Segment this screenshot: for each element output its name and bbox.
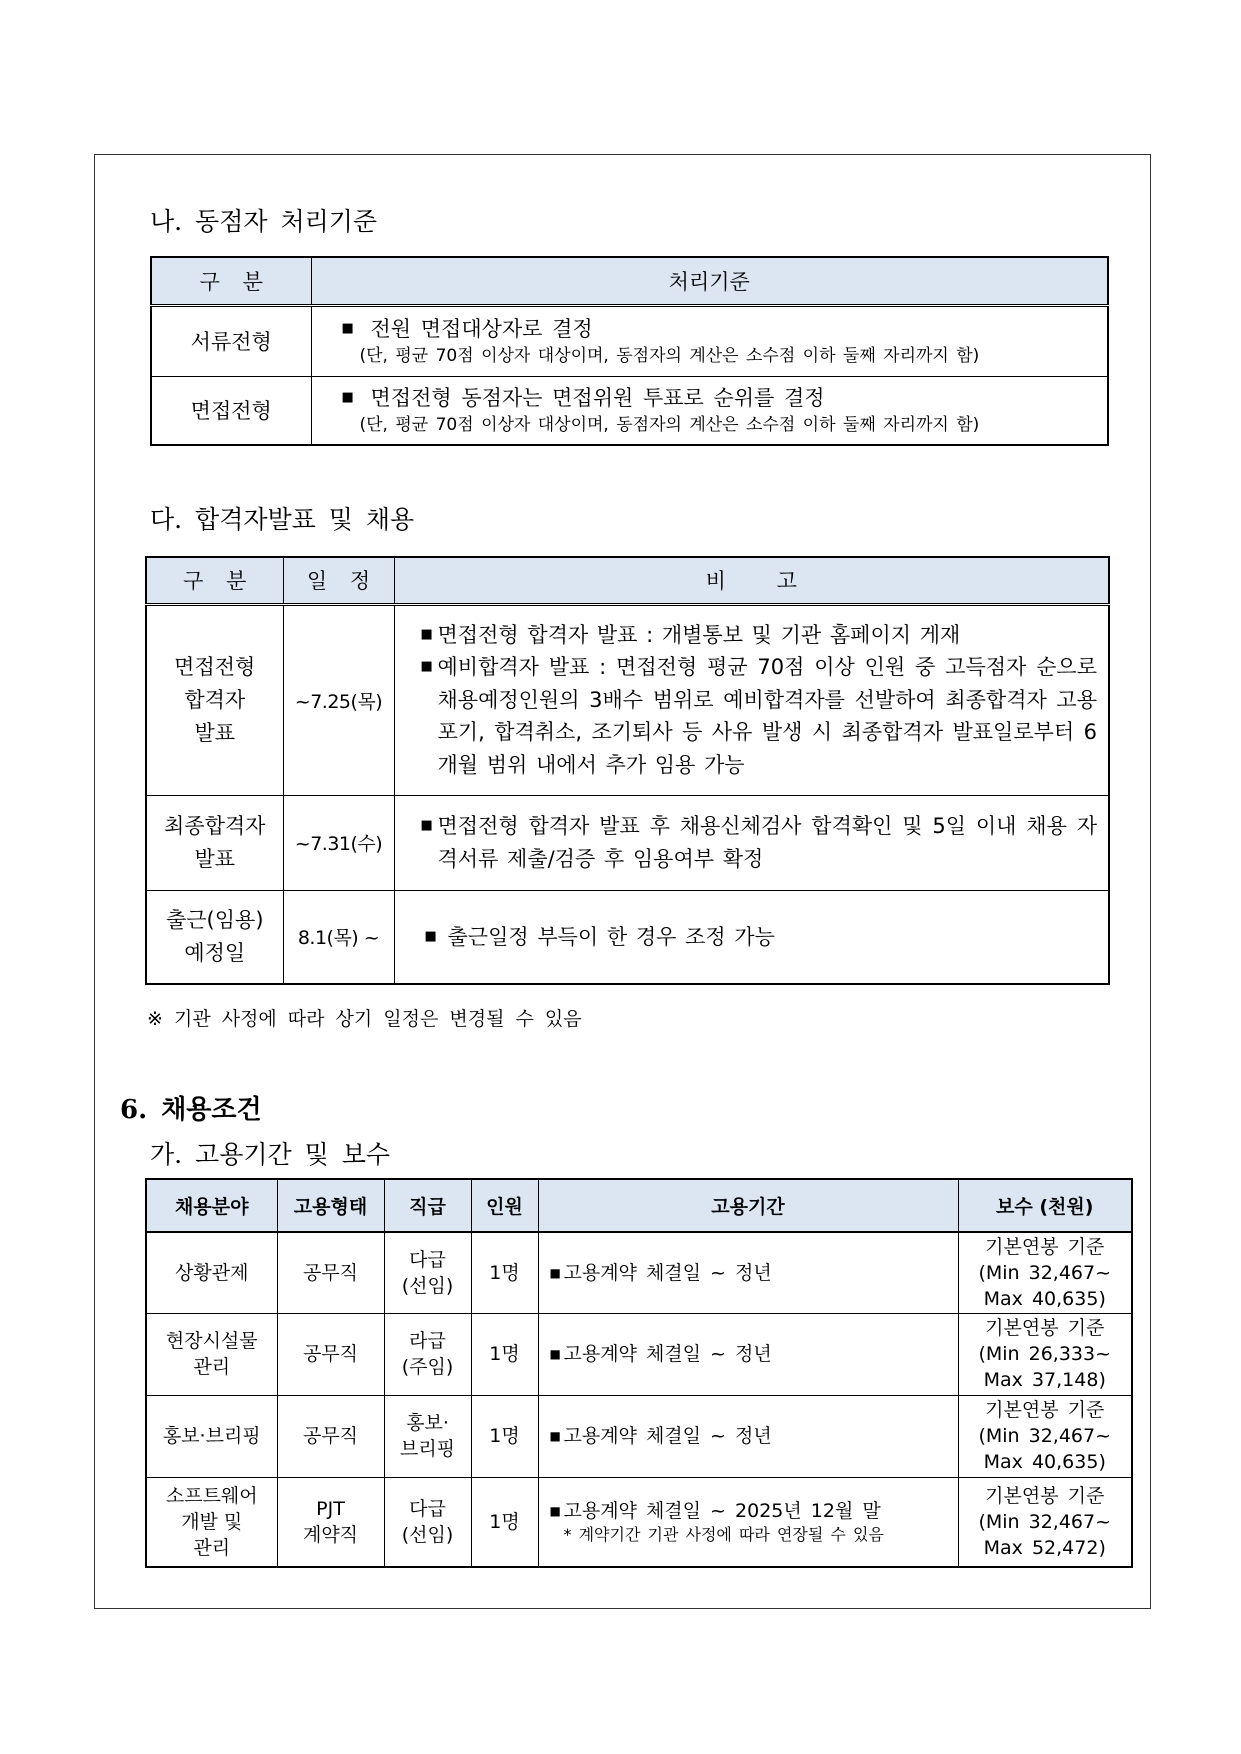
criteria-text: 전원 면접대상자로 결정 (370, 317, 593, 341)
schedule-footnote: ※ 기관 사정에 따라 상기 일정은 변경될 수 있음 (147, 1008, 582, 1030)
square-bullet-icon: ■ (424, 928, 437, 944)
cell-pay: 기본연봉 기준 (Min 32,467~ Max 52,472) (958, 1477, 1132, 1567)
cell-headcount: 1명 (471, 1477, 538, 1567)
table-row (146, 1313, 1132, 1395)
table-row (151, 376, 1108, 445)
table-row (146, 1232, 1132, 1313)
section-title: 6. 채용조건 (120, 1095, 262, 1125)
cell-field: 소프트웨어 개발 및 관리 (146, 1477, 277, 1567)
cell-grade: 다급 (선임) (384, 1232, 471, 1313)
table-row (151, 305, 1108, 376)
cell-employment-type: 공무직 (277, 1395, 384, 1477)
table-row (146, 1477, 1132, 1567)
table-row (146, 1395, 1132, 1477)
remark-text: 면접전형 합격자 발표 후 채용신체검사 합격확인 및 5일 이내 채용 자격서류 제출/검증 후 임용여부 확정 (437, 814, 1097, 871)
row-criteria (311, 305, 1108, 376)
cell-period (538, 1232, 958, 1313)
period-text: 고용계약 체결일 ~ 정년 (563, 1343, 772, 1365)
row-category: 서류전형 (151, 305, 311, 376)
cell-pay: 기본연봉 기준 (Min 32,467~ Max 40,635) (958, 1395, 1132, 1477)
cell-headcount: 1명 (471, 1232, 538, 1313)
cell-period (538, 1395, 958, 1477)
header-remarks: 비 고 (394, 557, 1109, 604)
cell-grade: 라급 (주임) (384, 1313, 471, 1395)
remark-item (421, 619, 1098, 652)
row-criteria (311, 376, 1108, 445)
square-bullet-icon: ■ (420, 818, 433, 833)
header-field: 채용분야 (146, 1179, 277, 1232)
cell-employment-type: 공무직 (277, 1313, 384, 1395)
cell-grade: 다급 (선임) (384, 1477, 471, 1567)
table-header-row (151, 257, 1108, 305)
period-line (550, 1260, 958, 1286)
criteria-line (342, 314, 1108, 344)
period-note: * 계약기간 기관 사정에 따라 연장될 수 있음 (563, 1524, 884, 1544)
row-schedule: ~7.31(수) (283, 795, 394, 890)
header-schedule: 일 정 (283, 557, 394, 604)
table-header-row (146, 557, 1109, 604)
header-criteria: 처리기준 (311, 257, 1108, 305)
row-remarks (394, 795, 1109, 890)
cell-headcount: 1명 (471, 1395, 538, 1477)
remark-text: 출근일정 부득이 한 경우 조정 가능 (447, 924, 775, 949)
period-text: 고용계약 체결일 ~ 2025년 12월 말 (563, 1499, 881, 1522)
remark-item (421, 651, 1098, 781)
cell-field: 현장시설물 관리 (146, 1313, 277, 1395)
square-bullet-icon: ■ (420, 626, 433, 642)
criteria-note: (단, 평균 70점 이상자 대상이며, 동점자의 계산은 소수점 이하 둘째 자리까지 함) (359, 346, 980, 366)
cell-employment-type: 공무직 (277, 1232, 384, 1313)
header-grade: 직급 (384, 1179, 471, 1232)
cell-grade: 홍보· 브리핑 (384, 1395, 471, 1477)
header-category: 구 분 (151, 257, 311, 305)
cell-headcount: 1명 (471, 1313, 538, 1395)
row-category: 최종합격자 발표 (146, 795, 283, 890)
header-period: 고용기간 (538, 1179, 958, 1232)
square-bullet-icon: ■ (420, 659, 433, 675)
row-schedule: 8.1(목) ~ (283, 890, 394, 984)
row-category: 면접전형 (151, 376, 311, 445)
criteria-note: (단, 평균 70점 이상자 대상이며, 동점자의 계산은 소수점 이하 둘째 자리까지 함) (359, 415, 980, 436)
remark-text: 면접전형 합격자 발표 : 개별통보 및 기관 홈페이지 게재 (437, 622, 961, 647)
table-row (146, 795, 1109, 890)
cell-pay: 기본연봉 기준 (Min 26,333~ Max 37,148) (958, 1313, 1132, 1395)
conditions-subheading: 가. 고용기간 및 보수 (150, 1140, 390, 1169)
row-remarks (394, 604, 1109, 795)
table-header-row (146, 1179, 1132, 1232)
criteria-line (342, 383, 1108, 413)
cell-period (538, 1313, 958, 1395)
header-category: 구 분 (146, 557, 283, 604)
tie-rules-heading: 나. 동점자 처리기준 (150, 207, 378, 236)
cell-field: 상황관제 (146, 1232, 277, 1313)
cell-employment-type: PJT 계약직 (277, 1477, 384, 1567)
header-headcount: 인원 (471, 1179, 538, 1232)
row-schedule: ~7.25(목) (283, 604, 394, 795)
header-employment-type: 고용형태 (277, 1179, 384, 1232)
table-row (146, 604, 1109, 795)
square-bullet-icon: ■ (549, 1347, 561, 1361)
employment-conditions-table (145, 1178, 1133, 1568)
square-bullet-icon: ■ (341, 390, 354, 406)
header-pay: 보수 (천원) (958, 1179, 1132, 1232)
square-bullet-icon: ■ (341, 321, 354, 336)
period-text: 고용계약 체결일 ~ 정년 (563, 1261, 772, 1284)
remark-item (421, 921, 1098, 954)
square-bullet-icon: ■ (549, 1503, 561, 1518)
announcement-heading: 다. 합격자발표 및 채용 (150, 505, 415, 534)
criteria-text: 면접전형 동점자는 면접위원 투표로 순위를 결정 (370, 386, 825, 411)
tie-rules-table (150, 256, 1109, 446)
row-remarks (394, 890, 1109, 984)
cell-pay: 기본연봉 기준 (Min 32,467~ Max 40,635) (958, 1232, 1132, 1313)
period-line (550, 1498, 958, 1524)
cell-field: 홍보·브리핑 (146, 1395, 277, 1477)
period-line (550, 1423, 958, 1449)
square-bullet-icon: ■ (549, 1265, 561, 1280)
period-text: 고용계약 체결일 ~ 정년 (563, 1425, 772, 1447)
cell-period (538, 1477, 958, 1567)
announcement-table (145, 556, 1110, 985)
row-category: 출근(임용) 예정일 (146, 890, 283, 984)
period-line (550, 1341, 958, 1367)
table-row (146, 890, 1109, 984)
square-bullet-icon: ■ (549, 1429, 561, 1443)
remark-text: 예비합격자 발표 : 면접전형 평균 70점 이상 인원 중 고득점자 순으로 채용예정인원의 3배수 범위로 예비합격자를 선발하여 최종합격자 고용포기, 합격취소, 조기퇴사 등 사유 발생 시 최종합격자 발표일로부터 6개월 범위 내에서 추가 임용 가능 (437, 655, 1097, 777)
row-category: 면접전형 합격자 발표 (146, 604, 283, 795)
remark-item (421, 810, 1098, 875)
